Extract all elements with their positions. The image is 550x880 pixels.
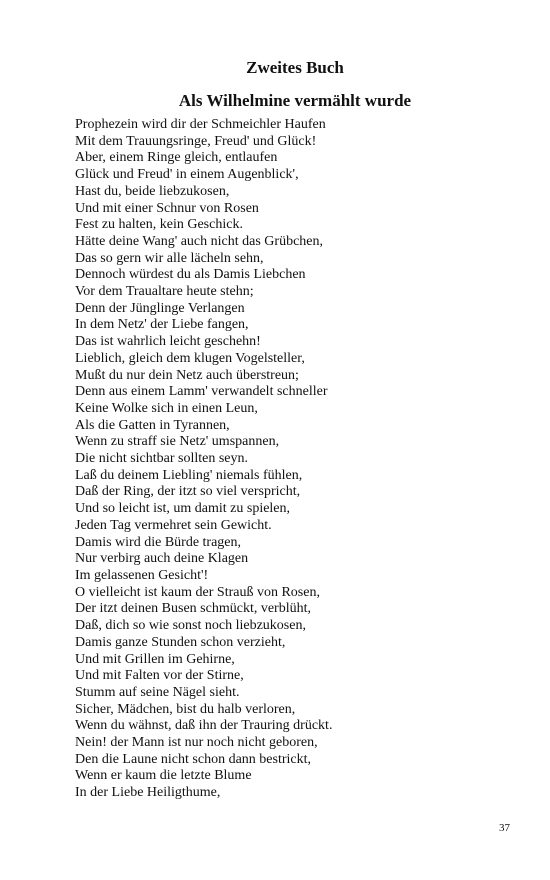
poem-line: Und mit Grillen im Gehirne, (75, 651, 235, 667)
poem-line: Hätte deine Wang' auch nicht das Grübchen, (75, 233, 323, 249)
poem-line: Nein! der Mann ist nur noch nicht geboren, (75, 735, 318, 751)
poem-line: Jeden Tag vermehret sein Gewicht. (75, 517, 272, 533)
poem-line: Damis ganze Stunden schon verzieht, (75, 634, 286, 650)
poem-line: Sicher, Mädchen, bist du halb verloren, (75, 701, 296, 717)
poem-line: Stumm auf seine Nägel sieht. (75, 684, 240, 700)
poem-line: Im gelassenen Gesicht'! (75, 567, 209, 583)
poem-line: Denn der Jünglinge Verlangen (75, 300, 245, 316)
poem-line: Prophezein wird dir der Schmeichler Haufen (75, 117, 326, 132)
poem-line: Dennoch würdest du als Damis Liebchen (75, 267, 306, 283)
poem-line: In dem Netz' der Liebe fangen, (75, 317, 249, 333)
poem-line: Die nicht sichtbar sollten seyn. (75, 451, 249, 467)
poem-line: Hast du, beide liebzukosen, (75, 183, 230, 199)
poem-line: Und mit einer Schnur von Rosen (75, 200, 259, 216)
poem-line: Nur verbirg auch deine Klagen (75, 551, 249, 567)
poem-line: Der itzt deinen Busen schmückt, verblüht, (75, 601, 311, 617)
poem-line: Als die Gatten in Tyrannen, (75, 417, 230, 433)
poem-line: In der Liebe Heiligthume, (75, 785, 221, 801)
poem-line: Wenn du wähnst, daß ihn der Trauring drückt. (75, 718, 333, 734)
poem-line: Daß der Ring, der itzt so viel verspricht, (75, 484, 301, 500)
poem-title: Als Wilhelmine vermählt wurde (178, 91, 412, 110)
poem-line: Und mit Falten vor der Stirne, (75, 668, 244, 684)
poem-line: Den die Laune nicht schon dann bestrickt, (75, 751, 311, 767)
poem-line: Keine Wolke sich in einen Leun, (75, 400, 258, 416)
poem-line: O vielleicht ist kaum der Strauß von Rosen, (75, 584, 320, 600)
poem-line: Daß, dich so wie sonst noch liebzukosen, (75, 618, 306, 634)
poem-line: Denn aus einem Lamm' verwandelt schneller (75, 384, 328, 400)
poem-line: Lieblich, gleich dem klugen Vogelsteller, (75, 350, 305, 366)
poem-line: Damis wird die Bürde tragen, (75, 534, 242, 550)
poem-line: Aber, einem Ringe gleich, entlaufen (75, 150, 278, 166)
page-number: 37 (499, 822, 510, 834)
poem-line: Mit dem Trauungsringe, Freud' und Glück! (75, 133, 317, 149)
poem-line: Mußt du nur dein Netz auch überstreun; (75, 367, 299, 383)
poem-line: Glück und Freud' in einem Augenblick', (75, 167, 299, 183)
book-title: Zweites Buch (246, 58, 344, 77)
poem-line: Fest zu halten, kein Geschick. (75, 217, 243, 233)
poem-line: Das ist wahrlich leicht geschehn! (75, 334, 261, 350)
poem-line: Und so leicht ist, um damit zu spielen, (75, 501, 291, 517)
poem-line: Das so gern wir alle lächeln sehn, (75, 250, 264, 266)
poem-body (75, 117, 332, 802)
poem-line: Laß du deinem Liebling' niemals fühlen, (75, 467, 303, 483)
poem-line: Wenn er kaum die letzte Blume (75, 768, 252, 784)
poem-line: Wenn zu straff sie Netz' umspannen, (75, 434, 280, 450)
poem-line: Vor dem Traualtare heute stehn; (75, 284, 254, 300)
